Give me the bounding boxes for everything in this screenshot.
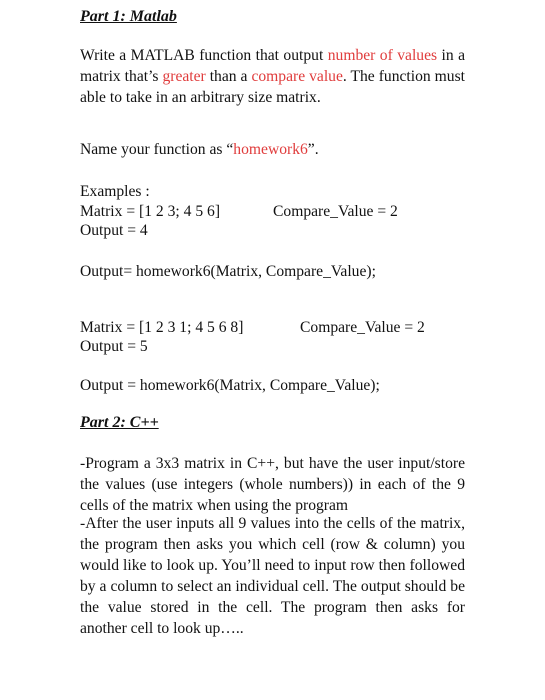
example1-compare-value: Compare_Value = 2 xyxy=(273,203,398,220)
intro-text-2: in a matrix that’s xyxy=(80,47,466,85)
function-name-value: homework6 xyxy=(233,141,308,158)
function-name-line xyxy=(80,139,319,160)
example2-matrix: Matrix = [1 2 3 1; 4 5 6 8] xyxy=(80,319,244,336)
function-name-suffix: ”. xyxy=(307,141,319,158)
example1-matrix: Matrix = [1 2 3; 4 5 6] xyxy=(80,203,221,220)
intro-text-1: Write a MATLAB function that output xyxy=(80,47,328,64)
intro-highlight-compare-value: compare value xyxy=(251,68,343,85)
intro-text-4: . The function must able to take in an arbitrary size matrix. xyxy=(80,68,465,106)
intro-highlight-number-of-values: number of values xyxy=(327,47,438,64)
examples-label: Examples : xyxy=(80,183,150,200)
example1-call: Output= homework6(Matrix, Compare_Value); xyxy=(80,263,376,280)
intro-highlight-greater: greater xyxy=(162,68,206,85)
part1-intro xyxy=(80,45,465,108)
part2-paragraph-1: -Program a 3x3 matrix in C++, but have the user input/store the values (use integers (whole numbers)) in each of the 9 cells of the matrix when using the program xyxy=(80,455,465,514)
intro-text-3: than a xyxy=(205,68,252,85)
example2-output: Output = 5 xyxy=(80,338,148,355)
part2-paragraph-2: -After the user inputs all 9 values into the cells of the matrix, the program then asks you which cell (row & column) you would like to look up. You’ll need to input row then followed by a column to select an individual cell. The output should be the value stored in the cell. The program then asks for another cell to look up….. xyxy=(80,515,465,637)
part1-heading: Part 1: Matlab xyxy=(80,8,177,25)
example1-output: Output = 4 xyxy=(80,222,148,239)
function-name-prefix: Name your function as “ xyxy=(80,141,234,158)
part2-heading: Part 2: C++ xyxy=(80,414,159,431)
example2-compare-value: Compare_Value = 2 xyxy=(300,319,425,336)
example2-call: Output = homework6(Matrix, Compare_Value); xyxy=(80,377,380,394)
